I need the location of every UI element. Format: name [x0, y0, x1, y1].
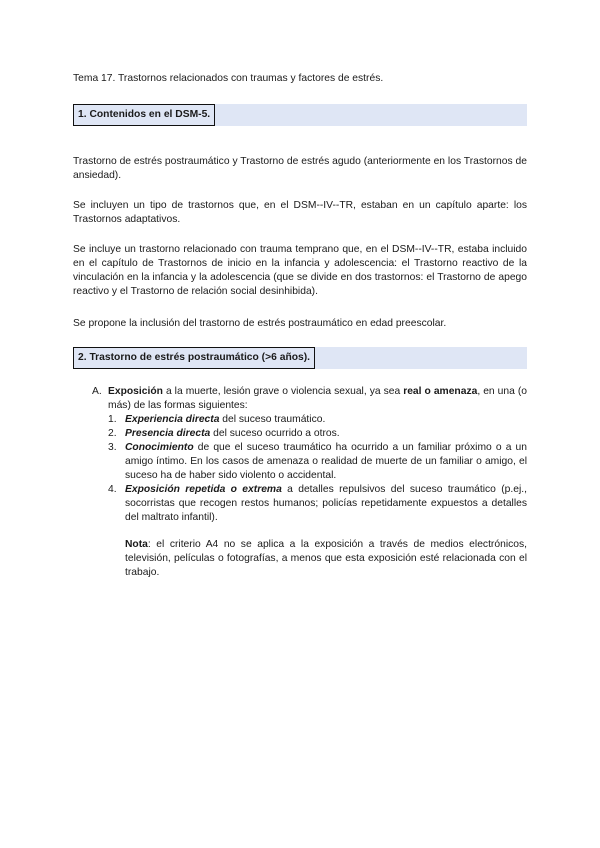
paragraph-4: Se propone la inclusión del trastorno de estrés postraumático en edad preescolar. [73, 318, 447, 329]
list-item-text: del suceso traumático. [219, 414, 326, 425]
criterion-a-text [108, 385, 527, 413]
section-2-heading: 2. Trastorno de estrés postraumático (>6 años). [73, 347, 315, 369]
list-item-text: de que el suceso traumático ha ocurrido a un familiar próximo o a un amigo íntimo. En los casos de amenaza o realidad de muerte de un familiar o amigo, el suceso ha de haber sido violento o accidental. [125, 442, 527, 481]
document-title: Tema 17. Trastornos relacionados con traumas y factores de estrés. [73, 73, 384, 84]
criterion-a-bold-1: Exposición [108, 386, 163, 397]
paragraph-1: Trastorno de estrés postraumático y Trastorno de estrés agudo (anteriormente en los Trastornos de ansiedad). [73, 156, 527, 181]
list-item [108, 483, 527, 525]
list-item [108, 441, 527, 483]
list-item-text: a detalles repulsivos del suceso traumático (p.ej., socorristas que recogen restos humanos; policías repetidamente expuestos a detalles del maltrato infantil). [125, 484, 527, 523]
list-item [108, 427, 527, 441]
list-item-emphasis: Presencia directa [125, 428, 211, 439]
section-1-heading: 1. Contenidos en el DSM-5. [73, 104, 215, 126]
criterion-a [92, 385, 527, 580]
list-item-text: del suceso ocurrido a otros. [210, 428, 340, 439]
section-1-heading-box [73, 104, 527, 126]
list-item-emphasis: Exposición repetida o extrema [125, 484, 282, 495]
criterion-a-text-1: a la muerte, lesión grave o violencia sexual, ya sea [162, 386, 404, 397]
criterion-note [125, 538, 527, 580]
note-label: Nota [125, 539, 148, 550]
list-item-number: 3. [108, 442, 117, 453]
list-item-emphasis: Conocimiento [125, 442, 194, 453]
list-item-number: 2. [108, 428, 117, 439]
paragraph-3: Se incluye un trastorno relacionado con trauma temprano que, en el DSM--IV--TR, estaba incluido en el capítulo de Trastornos de inicio en la infancia y adolescencia: el Trastorno reactivo de la vinculación en la infancia y la adolescencia (que se divide en dos trastornos: el Trastorno de apego reactivo y el Trastorno de relación social desinhibida). [73, 244, 527, 297]
paragraph-2: Se incluyen un tipo de trastornos que, en el DSM--IV--TR, estaban en un capítulo aparte: los Trastornos adaptativos. [73, 200, 527, 225]
list-item-number: 4. [108, 484, 117, 495]
criterion-a-text-2: , en una (o más) de las formas siguientes: [108, 386, 527, 411]
list-item [108, 413, 527, 427]
list-item-number: 1. [108, 414, 117, 425]
note-text: : el criterio A4 no se aplica a la exposición a través de medios electrónicos, televisión, películas o fotografías, a menos que esta exposición esté relacionada con el trabajo. [125, 539, 527, 578]
list-item-emphasis: Experiencia directa [125, 414, 220, 425]
section-2-heading-box [73, 347, 527, 369]
criterion-a-letter: A. [92, 386, 102, 397]
criterion-a-bold-2: real o amenaza [403, 386, 478, 397]
